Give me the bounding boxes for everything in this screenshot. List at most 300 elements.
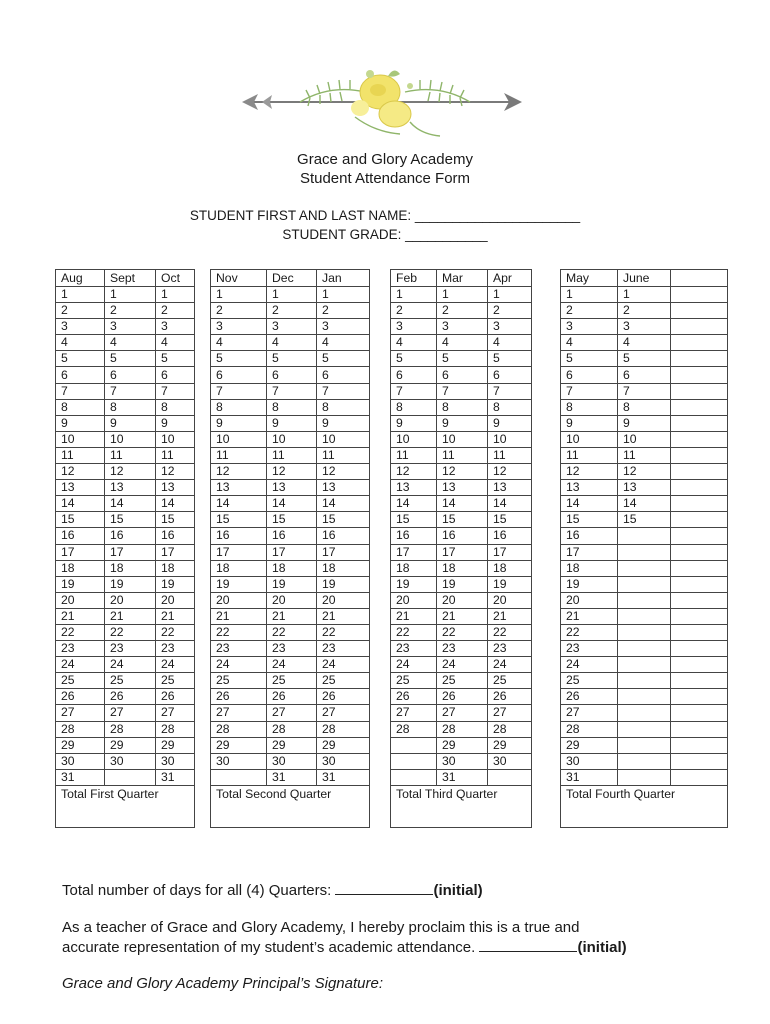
day-cell[interactable]: 23 bbox=[211, 641, 267, 657]
day-cell[interactable]: 18 bbox=[488, 560, 532, 576]
day-cell[interactable] bbox=[105, 769, 156, 785]
teacher-initial-blank[interactable] bbox=[479, 937, 577, 952]
quarter-total-cell[interactable]: Total Third Quarter bbox=[391, 785, 532, 827]
day-cell[interactable]: 31 bbox=[561, 769, 618, 785]
day-cell[interactable] bbox=[618, 673, 671, 689]
day-cell[interactable]: 22 bbox=[488, 624, 532, 640]
day-cell[interactable]: 28 bbox=[437, 721, 488, 737]
day-cell[interactable]: 11 bbox=[267, 447, 317, 463]
day-cell[interactable]: 26 bbox=[211, 689, 267, 705]
day-cell[interactable]: 14 bbox=[488, 496, 532, 512]
day-cell[interactable] bbox=[671, 512, 728, 528]
day-cell[interactable]: 30 bbox=[561, 753, 618, 769]
day-cell[interactable]: 26 bbox=[267, 689, 317, 705]
day-cell[interactable]: 18 bbox=[156, 560, 195, 576]
day-cell[interactable]: 10 bbox=[317, 431, 370, 447]
day-cell[interactable]: 26 bbox=[317, 689, 370, 705]
day-cell[interactable]: 24 bbox=[267, 657, 317, 673]
day-cell[interactable] bbox=[671, 624, 728, 640]
day-cell[interactable]: 3 bbox=[156, 319, 195, 335]
day-cell[interactable]: 14 bbox=[56, 496, 105, 512]
day-cell[interactable]: 3 bbox=[488, 319, 532, 335]
day-cell[interactable]: 8 bbox=[317, 399, 370, 415]
day-cell[interactable]: 4 bbox=[488, 335, 532, 351]
day-cell[interactable]: 9 bbox=[56, 415, 105, 431]
day-cell[interactable]: 3 bbox=[561, 319, 618, 335]
day-cell[interactable]: 2 bbox=[488, 303, 532, 319]
day-cell[interactable]: 16 bbox=[156, 528, 195, 544]
day-cell[interactable]: 25 bbox=[561, 673, 618, 689]
day-cell[interactable]: 20 bbox=[211, 592, 267, 608]
day-cell[interactable] bbox=[671, 399, 728, 415]
day-cell[interactable]: 13 bbox=[618, 480, 671, 496]
day-cell[interactable]: 23 bbox=[105, 641, 156, 657]
day-cell[interactable]: 31 bbox=[156, 769, 195, 785]
day-cell[interactable]: 19 bbox=[211, 576, 267, 592]
day-cell[interactable]: 19 bbox=[105, 576, 156, 592]
day-cell[interactable] bbox=[618, 641, 671, 657]
day-cell[interactable]: 4 bbox=[437, 335, 488, 351]
day-cell[interactable]: 15 bbox=[488, 512, 532, 528]
day-cell[interactable] bbox=[671, 737, 728, 753]
day-cell[interactable] bbox=[618, 769, 671, 785]
day-cell[interactable]: 13 bbox=[561, 480, 618, 496]
day-cell[interactable]: 7 bbox=[488, 383, 532, 399]
day-cell[interactable]: 19 bbox=[317, 576, 370, 592]
day-cell[interactable]: 4 bbox=[211, 335, 267, 351]
day-cell[interactable]: 27 bbox=[561, 705, 618, 721]
day-cell[interactable]: 9 bbox=[105, 415, 156, 431]
day-cell[interactable] bbox=[671, 705, 728, 721]
day-cell[interactable]: 31 bbox=[437, 769, 488, 785]
day-cell[interactable]: 16 bbox=[317, 528, 370, 544]
day-cell[interactable] bbox=[671, 351, 728, 367]
day-cell[interactable] bbox=[671, 367, 728, 383]
day-cell[interactable]: 30 bbox=[156, 753, 195, 769]
day-cell[interactable]: 19 bbox=[437, 576, 488, 592]
day-cell[interactable] bbox=[671, 560, 728, 576]
day-cell[interactable]: 31 bbox=[56, 769, 105, 785]
day-cell[interactable]: 26 bbox=[156, 689, 195, 705]
day-cell[interactable]: 5 bbox=[56, 351, 105, 367]
day-cell[interactable]: 22 bbox=[391, 624, 437, 640]
day-cell[interactable]: 31 bbox=[317, 769, 370, 785]
day-cell[interactable]: 5 bbox=[618, 351, 671, 367]
day-cell[interactable]: 9 bbox=[618, 415, 671, 431]
day-cell[interactable]: 25 bbox=[211, 673, 267, 689]
day-cell[interactable]: 10 bbox=[156, 431, 195, 447]
day-cell[interactable]: 10 bbox=[391, 431, 437, 447]
day-cell[interactable]: 9 bbox=[391, 415, 437, 431]
day-cell[interactable]: 4 bbox=[391, 335, 437, 351]
quarter-total-cell[interactable]: Total Fourth Quarter bbox=[561, 785, 728, 827]
day-cell[interactable]: 7 bbox=[391, 383, 437, 399]
day-cell[interactable]: 17 bbox=[437, 544, 488, 560]
day-cell[interactable] bbox=[671, 673, 728, 689]
day-cell[interactable]: 23 bbox=[317, 641, 370, 657]
day-cell[interactable]: 5 bbox=[437, 351, 488, 367]
day-cell[interactable]: 6 bbox=[105, 367, 156, 383]
day-cell[interactable]: 15 bbox=[317, 512, 370, 528]
day-cell[interactable]: 13 bbox=[391, 480, 437, 496]
day-cell[interactable]: 8 bbox=[391, 399, 437, 415]
day-cell[interactable]: 27 bbox=[391, 705, 437, 721]
day-cell[interactable]: 28 bbox=[391, 721, 437, 737]
day-cell[interactable]: 13 bbox=[488, 480, 532, 496]
day-cell[interactable]: 13 bbox=[211, 480, 267, 496]
day-cell[interactable]: 29 bbox=[488, 737, 532, 753]
day-cell[interactable]: 28 bbox=[211, 721, 267, 737]
day-cell[interactable]: 17 bbox=[391, 544, 437, 560]
day-cell[interactable]: 29 bbox=[437, 737, 488, 753]
day-cell[interactable]: 22 bbox=[317, 624, 370, 640]
day-cell[interactable]: 18 bbox=[56, 560, 105, 576]
day-cell[interactable]: 21 bbox=[488, 608, 532, 624]
day-cell[interactable]: 23 bbox=[391, 641, 437, 657]
day-cell[interactable]: 7 bbox=[56, 383, 105, 399]
day-cell[interactable]: 11 bbox=[156, 447, 195, 463]
day-cell[interactable]: 3 bbox=[317, 319, 370, 335]
day-cell[interactable]: 30 bbox=[317, 753, 370, 769]
day-cell[interactable]: 14 bbox=[317, 496, 370, 512]
day-cell[interactable]: 22 bbox=[156, 624, 195, 640]
day-cell[interactable]: 15 bbox=[267, 512, 317, 528]
day-cell[interactable]: 2 bbox=[437, 303, 488, 319]
day-cell[interactable] bbox=[671, 303, 728, 319]
day-cell[interactable]: 14 bbox=[391, 496, 437, 512]
day-cell[interactable]: 14 bbox=[156, 496, 195, 512]
day-cell[interactable]: 23 bbox=[561, 641, 618, 657]
day-cell[interactable]: 18 bbox=[561, 560, 618, 576]
day-cell[interactable]: 16 bbox=[211, 528, 267, 544]
day-cell[interactable]: 4 bbox=[317, 335, 370, 351]
day-cell[interactable]: 14 bbox=[561, 496, 618, 512]
day-cell[interactable]: 11 bbox=[561, 447, 618, 463]
day-cell[interactable]: 6 bbox=[618, 367, 671, 383]
day-cell[interactable]: 2 bbox=[317, 303, 370, 319]
day-cell[interactable]: 15 bbox=[211, 512, 267, 528]
day-cell[interactable]: 10 bbox=[618, 431, 671, 447]
day-cell[interactable]: 27 bbox=[267, 705, 317, 721]
day-cell[interactable]: 7 bbox=[156, 383, 195, 399]
day-cell[interactable]: 17 bbox=[56, 544, 105, 560]
day-cell[interactable]: 16 bbox=[105, 528, 156, 544]
day-cell[interactable]: 4 bbox=[267, 335, 317, 351]
day-cell[interactable]: 24 bbox=[105, 657, 156, 673]
day-cell[interactable]: 27 bbox=[156, 705, 195, 721]
day-cell[interactable]: 2 bbox=[211, 303, 267, 319]
day-cell[interactable]: 20 bbox=[561, 592, 618, 608]
total-days-blank[interactable] bbox=[335, 880, 433, 895]
day-cell[interactable]: 16 bbox=[56, 528, 105, 544]
day-cell[interactable]: 7 bbox=[317, 383, 370, 399]
day-cell[interactable]: 30 bbox=[267, 753, 317, 769]
day-cell[interactable] bbox=[671, 528, 728, 544]
day-cell[interactable] bbox=[671, 464, 728, 480]
day-cell[interactable]: 1 bbox=[267, 287, 317, 303]
day-cell[interactable]: 22 bbox=[267, 624, 317, 640]
day-cell[interactable]: 20 bbox=[391, 592, 437, 608]
day-cell[interactable] bbox=[671, 753, 728, 769]
day-cell[interactable]: 21 bbox=[156, 608, 195, 624]
day-cell[interactable]: 26 bbox=[488, 689, 532, 705]
day-cell[interactable]: 6 bbox=[156, 367, 195, 383]
day-cell[interactable]: 22 bbox=[437, 624, 488, 640]
day-cell[interactable]: 20 bbox=[105, 592, 156, 608]
day-cell[interactable] bbox=[488, 769, 532, 785]
day-cell[interactable] bbox=[391, 769, 437, 785]
day-cell[interactable]: 21 bbox=[267, 608, 317, 624]
day-cell[interactable]: 6 bbox=[211, 367, 267, 383]
day-cell[interactable] bbox=[671, 287, 728, 303]
day-cell[interactable]: 28 bbox=[561, 721, 618, 737]
day-cell[interactable]: 11 bbox=[56, 447, 105, 463]
day-cell[interactable]: 2 bbox=[618, 303, 671, 319]
day-cell[interactable]: 8 bbox=[211, 399, 267, 415]
day-cell[interactable]: 3 bbox=[211, 319, 267, 335]
day-cell[interactable]: 21 bbox=[391, 608, 437, 624]
day-cell[interactable]: 29 bbox=[267, 737, 317, 753]
day-cell[interactable]: 29 bbox=[211, 737, 267, 753]
student-name-field[interactable]: STUDENT FIRST AND LAST NAME: ______________________ bbox=[189, 208, 581, 223]
day-cell[interactable]: 7 bbox=[561, 383, 618, 399]
day-cell[interactable]: 5 bbox=[488, 351, 532, 367]
day-cell[interactable]: 12 bbox=[267, 464, 317, 480]
day-cell[interactable]: 9 bbox=[488, 415, 532, 431]
day-cell[interactable]: 23 bbox=[156, 641, 195, 657]
day-cell[interactable]: 6 bbox=[317, 367, 370, 383]
day-cell[interactable]: 21 bbox=[56, 608, 105, 624]
day-cell[interactable] bbox=[671, 431, 728, 447]
day-cell[interactable]: 14 bbox=[105, 496, 156, 512]
day-cell[interactable]: 7 bbox=[618, 383, 671, 399]
day-cell[interactable] bbox=[671, 721, 728, 737]
day-cell[interactable]: 1 bbox=[437, 287, 488, 303]
day-cell[interactable]: 17 bbox=[105, 544, 156, 560]
day-cell[interactable]: 8 bbox=[267, 399, 317, 415]
day-cell[interactable] bbox=[618, 705, 671, 721]
day-cell[interactable]: 24 bbox=[391, 657, 437, 673]
day-cell[interactable]: 5 bbox=[156, 351, 195, 367]
day-cell[interactable]: 19 bbox=[56, 576, 105, 592]
day-cell[interactable] bbox=[671, 608, 728, 624]
day-cell[interactable]: 15 bbox=[105, 512, 156, 528]
day-cell[interactable]: 28 bbox=[488, 721, 532, 737]
day-cell[interactable]: 27 bbox=[317, 705, 370, 721]
day-cell[interactable]: 18 bbox=[437, 560, 488, 576]
day-cell[interactable]: 12 bbox=[561, 464, 618, 480]
day-cell[interactable]: 8 bbox=[561, 399, 618, 415]
day-cell[interactable]: 9 bbox=[267, 415, 317, 431]
day-cell[interactable]: 24 bbox=[156, 657, 195, 673]
day-cell[interactable]: 24 bbox=[561, 657, 618, 673]
day-cell[interactable]: 16 bbox=[391, 528, 437, 544]
day-cell[interactable]: 17 bbox=[488, 544, 532, 560]
day-cell[interactable]: 24 bbox=[437, 657, 488, 673]
day-cell[interactable]: 10 bbox=[437, 431, 488, 447]
day-cell[interactable]: 9 bbox=[317, 415, 370, 431]
day-cell[interactable]: 20 bbox=[56, 592, 105, 608]
day-cell[interactable]: 25 bbox=[267, 673, 317, 689]
day-cell[interactable]: 19 bbox=[156, 576, 195, 592]
day-cell[interactable]: 20 bbox=[488, 592, 532, 608]
day-cell[interactable]: 1 bbox=[317, 287, 370, 303]
day-cell[interactable]: 11 bbox=[618, 447, 671, 463]
day-cell[interactable]: 19 bbox=[391, 576, 437, 592]
day-cell[interactable]: 4 bbox=[618, 335, 671, 351]
day-cell[interactable]: 15 bbox=[561, 512, 618, 528]
day-cell[interactable]: 1 bbox=[56, 287, 105, 303]
day-cell[interactable] bbox=[671, 544, 728, 560]
day-cell[interactable] bbox=[671, 335, 728, 351]
day-cell[interactable]: 1 bbox=[156, 287, 195, 303]
day-cell[interactable]: 5 bbox=[211, 351, 267, 367]
day-cell[interactable]: 26 bbox=[561, 689, 618, 705]
day-cell[interactable]: 28 bbox=[156, 721, 195, 737]
day-cell[interactable]: 17 bbox=[317, 544, 370, 560]
day-cell[interactable]: 25 bbox=[317, 673, 370, 689]
day-cell[interactable]: 18 bbox=[267, 560, 317, 576]
day-cell[interactable]: 23 bbox=[267, 641, 317, 657]
day-cell[interactable]: 30 bbox=[56, 753, 105, 769]
day-cell[interactable]: 10 bbox=[267, 431, 317, 447]
day-cell[interactable]: 22 bbox=[211, 624, 267, 640]
quarter-total-cell[interactable]: Total Second Quarter bbox=[211, 785, 370, 827]
day-cell[interactable]: 1 bbox=[211, 287, 267, 303]
day-cell[interactable]: 8 bbox=[156, 399, 195, 415]
day-cell[interactable]: 10 bbox=[105, 431, 156, 447]
day-cell[interactable]: 12 bbox=[56, 464, 105, 480]
day-cell[interactable]: 12 bbox=[105, 464, 156, 480]
day-cell[interactable]: 1 bbox=[488, 287, 532, 303]
day-cell[interactable]: 31 bbox=[267, 769, 317, 785]
day-cell[interactable] bbox=[671, 496, 728, 512]
day-cell[interactable]: 21 bbox=[105, 608, 156, 624]
day-cell[interactable]: 28 bbox=[56, 721, 105, 737]
day-cell[interactable]: 15 bbox=[56, 512, 105, 528]
day-cell[interactable]: 13 bbox=[267, 480, 317, 496]
day-cell[interactable]: 8 bbox=[618, 399, 671, 415]
day-cell[interactable]: 25 bbox=[105, 673, 156, 689]
day-cell[interactable]: 29 bbox=[156, 737, 195, 753]
day-cell[interactable]: 27 bbox=[488, 705, 532, 721]
day-cell[interactable]: 7 bbox=[267, 383, 317, 399]
day-cell[interactable]: 25 bbox=[391, 673, 437, 689]
day-cell[interactable]: 4 bbox=[105, 335, 156, 351]
day-cell[interactable]: 12 bbox=[317, 464, 370, 480]
day-cell[interactable]: 14 bbox=[437, 496, 488, 512]
day-cell[interactable]: 15 bbox=[437, 512, 488, 528]
day-cell[interactable]: 18 bbox=[391, 560, 437, 576]
day-cell[interactable]: 3 bbox=[267, 319, 317, 335]
day-cell[interactable]: 1 bbox=[391, 287, 437, 303]
day-cell[interactable]: 28 bbox=[267, 721, 317, 737]
day-cell[interactable]: 15 bbox=[618, 512, 671, 528]
day-cell[interactable] bbox=[671, 415, 728, 431]
day-cell[interactable]: 5 bbox=[267, 351, 317, 367]
day-cell[interactable]: 13 bbox=[437, 480, 488, 496]
quarter-total-cell[interactable]: Total First Quarter bbox=[56, 785, 195, 827]
day-cell[interactable]: 4 bbox=[156, 335, 195, 351]
day-cell[interactable]: 16 bbox=[437, 528, 488, 544]
day-cell[interactable]: 19 bbox=[267, 576, 317, 592]
day-cell[interactable]: 5 bbox=[391, 351, 437, 367]
day-cell[interactable] bbox=[618, 528, 671, 544]
day-cell[interactable]: 14 bbox=[618, 496, 671, 512]
day-cell[interactable] bbox=[671, 576, 728, 592]
day-cell[interactable] bbox=[618, 737, 671, 753]
day-cell[interactable]: 4 bbox=[56, 335, 105, 351]
day-cell[interactable] bbox=[618, 560, 671, 576]
day-cell[interactable] bbox=[618, 592, 671, 608]
day-cell[interactable]: 21 bbox=[211, 608, 267, 624]
day-cell[interactable]: 24 bbox=[317, 657, 370, 673]
day-cell[interactable]: 20 bbox=[267, 592, 317, 608]
day-cell[interactable]: 6 bbox=[488, 367, 532, 383]
day-cell[interactable]: 6 bbox=[267, 367, 317, 383]
day-cell[interactable]: 17 bbox=[156, 544, 195, 560]
day-cell[interactable]: 9 bbox=[211, 415, 267, 431]
day-cell[interactable] bbox=[618, 753, 671, 769]
day-cell[interactable] bbox=[671, 657, 728, 673]
day-cell[interactable] bbox=[671, 592, 728, 608]
day-cell[interactable] bbox=[618, 624, 671, 640]
day-cell[interactable]: 30 bbox=[105, 753, 156, 769]
day-cell[interactable]: 26 bbox=[56, 689, 105, 705]
day-cell[interactable]: 23 bbox=[437, 641, 488, 657]
day-cell[interactable]: 2 bbox=[561, 303, 618, 319]
day-cell[interactable]: 20 bbox=[317, 592, 370, 608]
day-cell[interactable]: 27 bbox=[56, 705, 105, 721]
day-cell[interactable]: 6 bbox=[391, 367, 437, 383]
day-cell[interactable]: 27 bbox=[105, 705, 156, 721]
day-cell[interactable]: 30 bbox=[437, 753, 488, 769]
day-cell[interactable]: 20 bbox=[156, 592, 195, 608]
day-cell[interactable]: 1 bbox=[561, 287, 618, 303]
day-cell[interactable] bbox=[618, 608, 671, 624]
day-cell[interactable] bbox=[391, 737, 437, 753]
day-cell[interactable] bbox=[671, 641, 728, 657]
day-cell[interactable]: 9 bbox=[437, 415, 488, 431]
day-cell[interactable]: 25 bbox=[488, 673, 532, 689]
day-cell[interactable]: 9 bbox=[156, 415, 195, 431]
day-cell[interactable]: 5 bbox=[561, 351, 618, 367]
day-cell[interactable] bbox=[671, 689, 728, 705]
day-cell[interactable]: 3 bbox=[105, 319, 156, 335]
day-cell[interactable]: 8 bbox=[105, 399, 156, 415]
day-cell[interactable]: 19 bbox=[561, 576, 618, 592]
day-cell[interactable]: 16 bbox=[561, 528, 618, 544]
day-cell[interactable] bbox=[671, 480, 728, 496]
day-cell[interactable]: 9 bbox=[561, 415, 618, 431]
day-cell[interactable]: 5 bbox=[105, 351, 156, 367]
day-cell[interactable]: 12 bbox=[156, 464, 195, 480]
day-cell[interactable]: 24 bbox=[211, 657, 267, 673]
day-cell[interactable]: 14 bbox=[211, 496, 267, 512]
day-cell[interactable] bbox=[618, 689, 671, 705]
day-cell[interactable]: 27 bbox=[437, 705, 488, 721]
day-cell[interactable]: 8 bbox=[488, 399, 532, 415]
day-cell[interactable] bbox=[671, 383, 728, 399]
day-cell[interactable]: 27 bbox=[211, 705, 267, 721]
day-cell[interactable]: 22 bbox=[561, 624, 618, 640]
day-cell[interactable]: 2 bbox=[105, 303, 156, 319]
day-cell[interactable]: 1 bbox=[105, 287, 156, 303]
day-cell[interactable]: 13 bbox=[156, 480, 195, 496]
day-cell[interactable]: 30 bbox=[211, 753, 267, 769]
day-cell[interactable]: 25 bbox=[437, 673, 488, 689]
day-cell[interactable]: 13 bbox=[56, 480, 105, 496]
